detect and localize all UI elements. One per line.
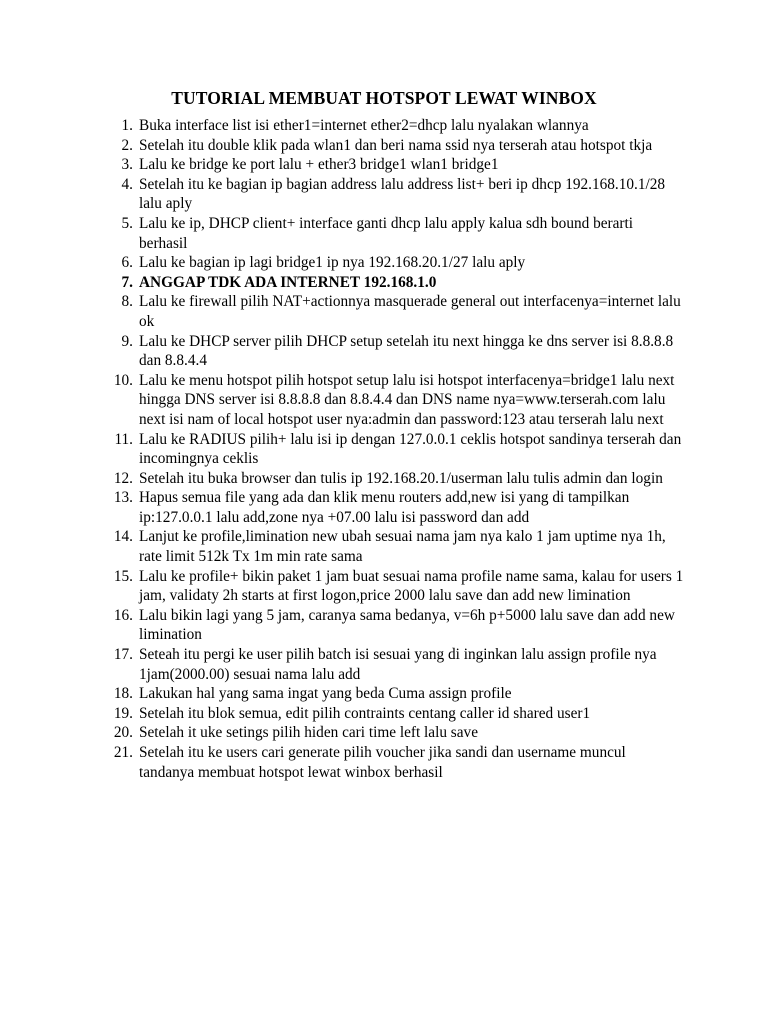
step-item — [0, 430, 684, 469]
step-item — [0, 723, 684, 743]
step-number: 7. — [121, 273, 133, 291]
step-number: 17. — [113, 646, 133, 664]
step-text: Setelah itu double klik pada wlan1 dan beri nama ssid nya terserah atau hotspot tkja — [139, 136, 653, 154]
step-item — [0, 704, 684, 724]
step-item — [0, 743, 684, 782]
step-item — [0, 488, 684, 527]
step-item — [0, 567, 684, 606]
step-item — [0, 175, 684, 214]
step-number: 5. — [121, 214, 133, 232]
step-number: 8. — [121, 293, 133, 311]
step-number: 15. — [113, 567, 133, 585]
step-text: Lalu ke profile+ bikin paket 1 jam buat sesuai nama profile name sama, kalau for users 1 jam, validaty 2h starts at first logon,price 2000 lalu save dan add new limination — [139, 567, 684, 605]
step-text: Lalu ke bagian ip lagi bridge1 ip nya 192.168.20.1/27 lalu aply — [139, 254, 526, 272]
step-text: ANGGAP TDK ADA INTERNET 192.168.1.0 — [139, 273, 437, 291]
step-item — [0, 292, 684, 331]
step-number: 12. — [113, 469, 133, 487]
step-text: Setelah itu blok semua, edit pilih contraints centang caller id shared user1 — [139, 704, 591, 722]
step-number: 19. — [113, 704, 133, 722]
step-number: 13. — [113, 489, 133, 507]
step-text: Setelah itu ke bagian ip bagian address lalu address list+ beri ip dhcp 192.168.10.1/28 lalu aply — [139, 175, 666, 213]
step-number: 18. — [113, 685, 133, 703]
step-number: 14. — [113, 528, 133, 546]
step-item — [0, 332, 684, 371]
step-text: Lalu ke RADIUS pilih+ lalu isi ip dengan 127.0.0.1 ceklis hotspot sandinya terserah dan incomingnya ceklis — [139, 430, 682, 468]
step-text: Lalu ke firewall pilih NAT+actionnya masquerade general out interfacenya=internet lalu ok — [139, 293, 681, 330]
step-text: Lalu bikin lagi yang 5 jam, caranya sama bedanya, v=6h p+5000 lalu save dan add new limination — [139, 606, 675, 644]
step-number: 21. — [113, 744, 133, 761]
step-item — [0, 273, 684, 293]
step-number: 6. — [121, 254, 133, 272]
document-title: TUTORIAL MEMBUAT HOTSPOT LEWAT WINBOX — [171, 88, 597, 108]
step-item — [0, 469, 684, 489]
step-text: Setelah it uke setings pilih hiden cari time left lalu save — [139, 724, 478, 742]
step-number: 3. — [121, 156, 133, 174]
step-number: 10. — [113, 371, 133, 389]
step-text: Hapus semua file yang ada dan klik menu routers add,new isi yang di tampilkan ip:127.0.0.1 lalu add,zone nya +07.00 lalu isi password dan add — [139, 489, 630, 526]
step-number: 1. — [121, 117, 133, 134]
step-text: Setelah itu ke users cari generate pilih voucher jika sandi dan username muncul tandanya membuat hotspot lewat winbox berhasil — [139, 744, 626, 781]
step-text: Lakukan hal yang sama ingat yang beda Cuma assign profile — [139, 685, 512, 703]
step-text: Buka interface list isi ether1=internet ether2=dhcp lalu nyalakan wlannya — [139, 117, 589, 134]
step-item — [0, 645, 684, 684]
step-number: 11. — [114, 430, 133, 448]
step-text: Lalu ke DHCP server pilih DHCP setup setelah itu next hingga ke dns server isi 8.8.8.8 dan 8.8.4.4 — [139, 332, 674, 370]
step-text: Setelah itu buka browser dan tulis ip 192.168.20.1/userman lalu tulis admin dan login — [139, 469, 663, 487]
step-number: 2. — [121, 136, 133, 154]
step-text: Seteah itu pergi ke user pilih batch isi sesuai yang di inginkan lalu assign profile nya 1jam(2000.00) sesuai nama lalu add — [139, 646, 657, 683]
step-number: 9. — [121, 332, 133, 350]
step-text: Lalu ke bridge ke port lalu + ether3 bridge1 wlan1 bridge1 — [139, 156, 499, 174]
steps-list — [0, 116, 768, 782]
step-number: 4. — [121, 175, 133, 193]
step-item — [0, 116, 684, 136]
step-item — [0, 155, 684, 175]
step-number: 16. — [113, 606, 133, 624]
step-item — [0, 214, 684, 253]
step-text: Lalu ke ip, DHCP client+ interface ganti dhcp lalu apply kalua sdh bound berarti berhasil — [139, 214, 634, 252]
step-item — [0, 253, 684, 273]
step-text: Lanjut ke profile,limination new ubah sesuai nama jam nya kalo 1 jam uptime nya 1h, rate limit 512k Tx 1m min rate sama — [139, 528, 666, 566]
step-item — [0, 527, 684, 566]
step-number: 20. — [113, 724, 133, 742]
step-item — [0, 371, 684, 430]
step-text: Lalu ke menu hotspot pilih hotspot setup lalu isi hotspot interfacenya=bridge1 lalu next hingga DNS server isi 8.8.8.8 dan 8.8.4.4 dan DNS name nya=www.terserah.com lalu next isi nam of local hotspot user nya:admin dan password:123 atau terserah lalu next — [139, 371, 675, 428]
step-item — [0, 606, 684, 645]
step-item — [0, 136, 684, 156]
step-item — [0, 684, 684, 704]
